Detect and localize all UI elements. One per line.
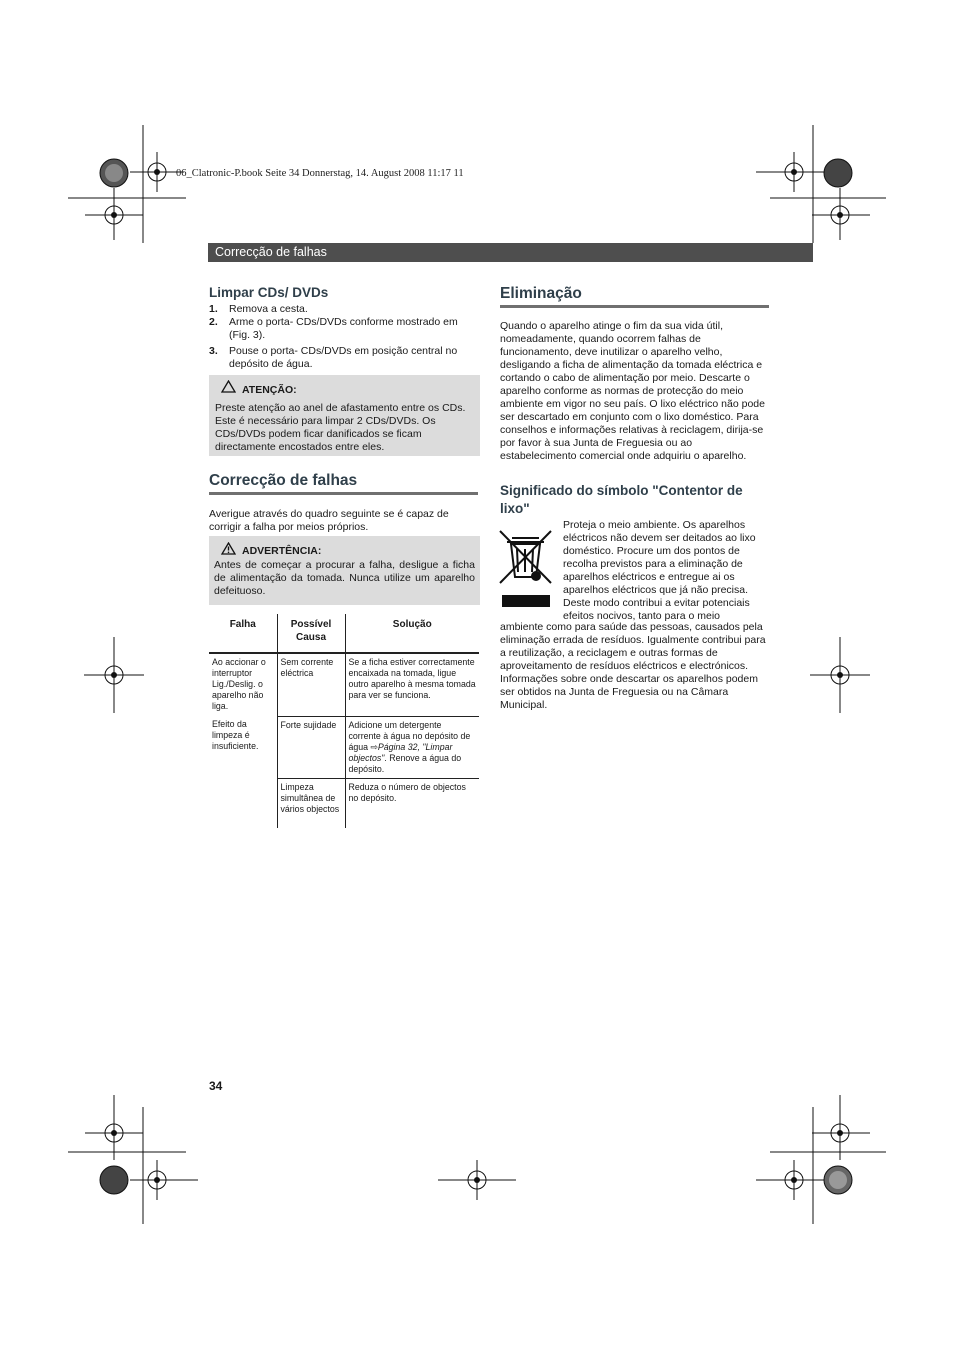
table-header: Possível Causa — [277, 614, 345, 653]
clean-steps — [209, 303, 479, 373]
table-row — [209, 653, 479, 716]
table-header: Solução — [345, 614, 479, 653]
text-line: efeitos nocivos, tanto para o meio — [563, 610, 721, 622]
attention-text: Preste atenção ao anel de afastamento entre os CDs. Este é necessário para limpar 2 CDs/DVDs. Os CDs/DVDs podem ficar danificados se ficam directamente encostados entre eles. — [215, 402, 466, 453]
section-rule — [209, 492, 478, 495]
step-number: 1. — [209, 303, 218, 315]
table-row — [209, 716, 479, 778]
text-line: aparelhos eléctricos e entregue ai os — [563, 571, 735, 583]
table-cell: Ao accionar o interruptor Lig./Deslig. o aparelho não liga. — [212, 657, 266, 711]
section-header-bar: Correcção de falhas — [208, 243, 813, 262]
clean-title: Limpar CDs/ DVDs — [209, 285, 329, 300]
table-cell: Reduza o número de objectos no depósito. — [345, 778, 479, 828]
solution-text: . Renove a água do depósito. — [348, 752, 462, 774]
step-number: 2. — [209, 316, 218, 328]
symbol-text-wrap — [563, 519, 773, 623]
fault-table — [209, 614, 479, 828]
table-cell — [345, 716, 479, 778]
troubleshooting-title: Correcção de falhas — [209, 472, 358, 489]
text-line: Deste modo contribui a evitar potenciais — [563, 597, 750, 609]
attention-title: ATENÇÃO: — [242, 384, 297, 396]
table-cell — [209, 778, 277, 828]
text-line: aparelhos eléctricos que já não precisa. — [563, 584, 749, 596]
table-cell: Efeito da limpeza é insuficiente. — [212, 719, 259, 751]
section-rule — [500, 305, 769, 308]
warning-text: Antes de começar a procurar a falha, desligue a ficha de alimentação da tomada. Nunca utilize um aparelho defeituoso. — [214, 559, 475, 597]
text-line: Proteja o meio ambiente. Os aparelhos — [563, 519, 746, 531]
table-cell: Se a ficha estiver correctamente encaixada na tomada, ligue outro aparelho à mesma tomada para ver se funciona. — [345, 653, 479, 716]
warning-box — [209, 536, 480, 605]
text-line: recolha previstos para a eliminação de — [563, 558, 743, 570]
page-number: 34 — [209, 1079, 223, 1093]
table-header-row — [209, 614, 479, 653]
attention-box — [209, 375, 480, 456]
step-text: Pouse o porta- CDs/DVDs em posição central no depósito de água. — [229, 345, 458, 370]
file-slug: 06_Clatronic-P.book Seite 34 Donnerstag, 14. August 2008 11:17 11 — [176, 168, 464, 179]
step-text: Arme o porta- CDs/DVDs conforme mostrado em (Fig. 3). — [229, 316, 458, 341]
page-reference-link[interactable]: Página 32, "Limpar objectos" — [348, 741, 453, 763]
symbol-text-rest: ambiente como para saúde das pessoas, causados pela eliminação errada de resíduos. Igualmente contribui para a reutilização, a reciclagem e outras formas de aproveitamento de resíduos eléctricos e electrónicos. Informações sobre onde descartar os aparelhos podem ser obtidos na Junta de Freguesia ou na Câmara Municipal. — [500, 621, 766, 711]
warning-title: ADVERTÊNCIA: — [242, 545, 322, 557]
symbol-title: Significado do símbolo "Contentor de lixo" — [500, 483, 743, 516]
warning-icon — [221, 542, 236, 555]
table-cell: Limpeza simultânea de vários objectos — [277, 778, 345, 828]
table-cell: Sem corrente eléctrica — [277, 653, 345, 716]
text-line: doméstico. Procure um dos pontos de — [563, 545, 740, 557]
text-line: eléctricos não devem ser deitados ao lixo — [563, 532, 756, 544]
table-header: Falha — [229, 619, 256, 630]
arrow-icon: ⇨ — [370, 741, 378, 752]
disposal-title: Eliminação — [500, 285, 582, 302]
crossed-bin-icon — [499, 529, 553, 609]
troubleshooting-intro: Averigue através do quadro seguinte se é capaz de corrigir a falha por meios próprios. — [209, 508, 449, 533]
table-cell: Forte sujidade — [277, 716, 345, 778]
disposal-text: Quando o aparelho atinge o fim da sua vida útil, nomeadamente, quando ocorrem falhas de funcionamento, deve inutilizar o aparelho velho, desligando a ficha de alimentação da tomada eléctrica e cortando o cabo de alimentação por meio. Descarte o aparelho conforme as normas de protecção do meio ambiente em vigor no seu país. O lixo eléctrico não pode ser descartado em conjunto com o lixo doméstico. Para conselhos e informações relativas à reciclagem, dirija-se por favor à sua Junta de Freguesia ou ao estabelecimento comercial onde adquiriu o aparelho. — [500, 320, 765, 462]
solution-text: Adicione um detergente corrente à água no depósito de água — [348, 719, 471, 752]
step-number: 3. — [209, 345, 218, 357]
table-row — [209, 778, 479, 828]
step-text: Remova a cesta. — [229, 303, 308, 315]
warning-icon — [221, 380, 236, 393]
